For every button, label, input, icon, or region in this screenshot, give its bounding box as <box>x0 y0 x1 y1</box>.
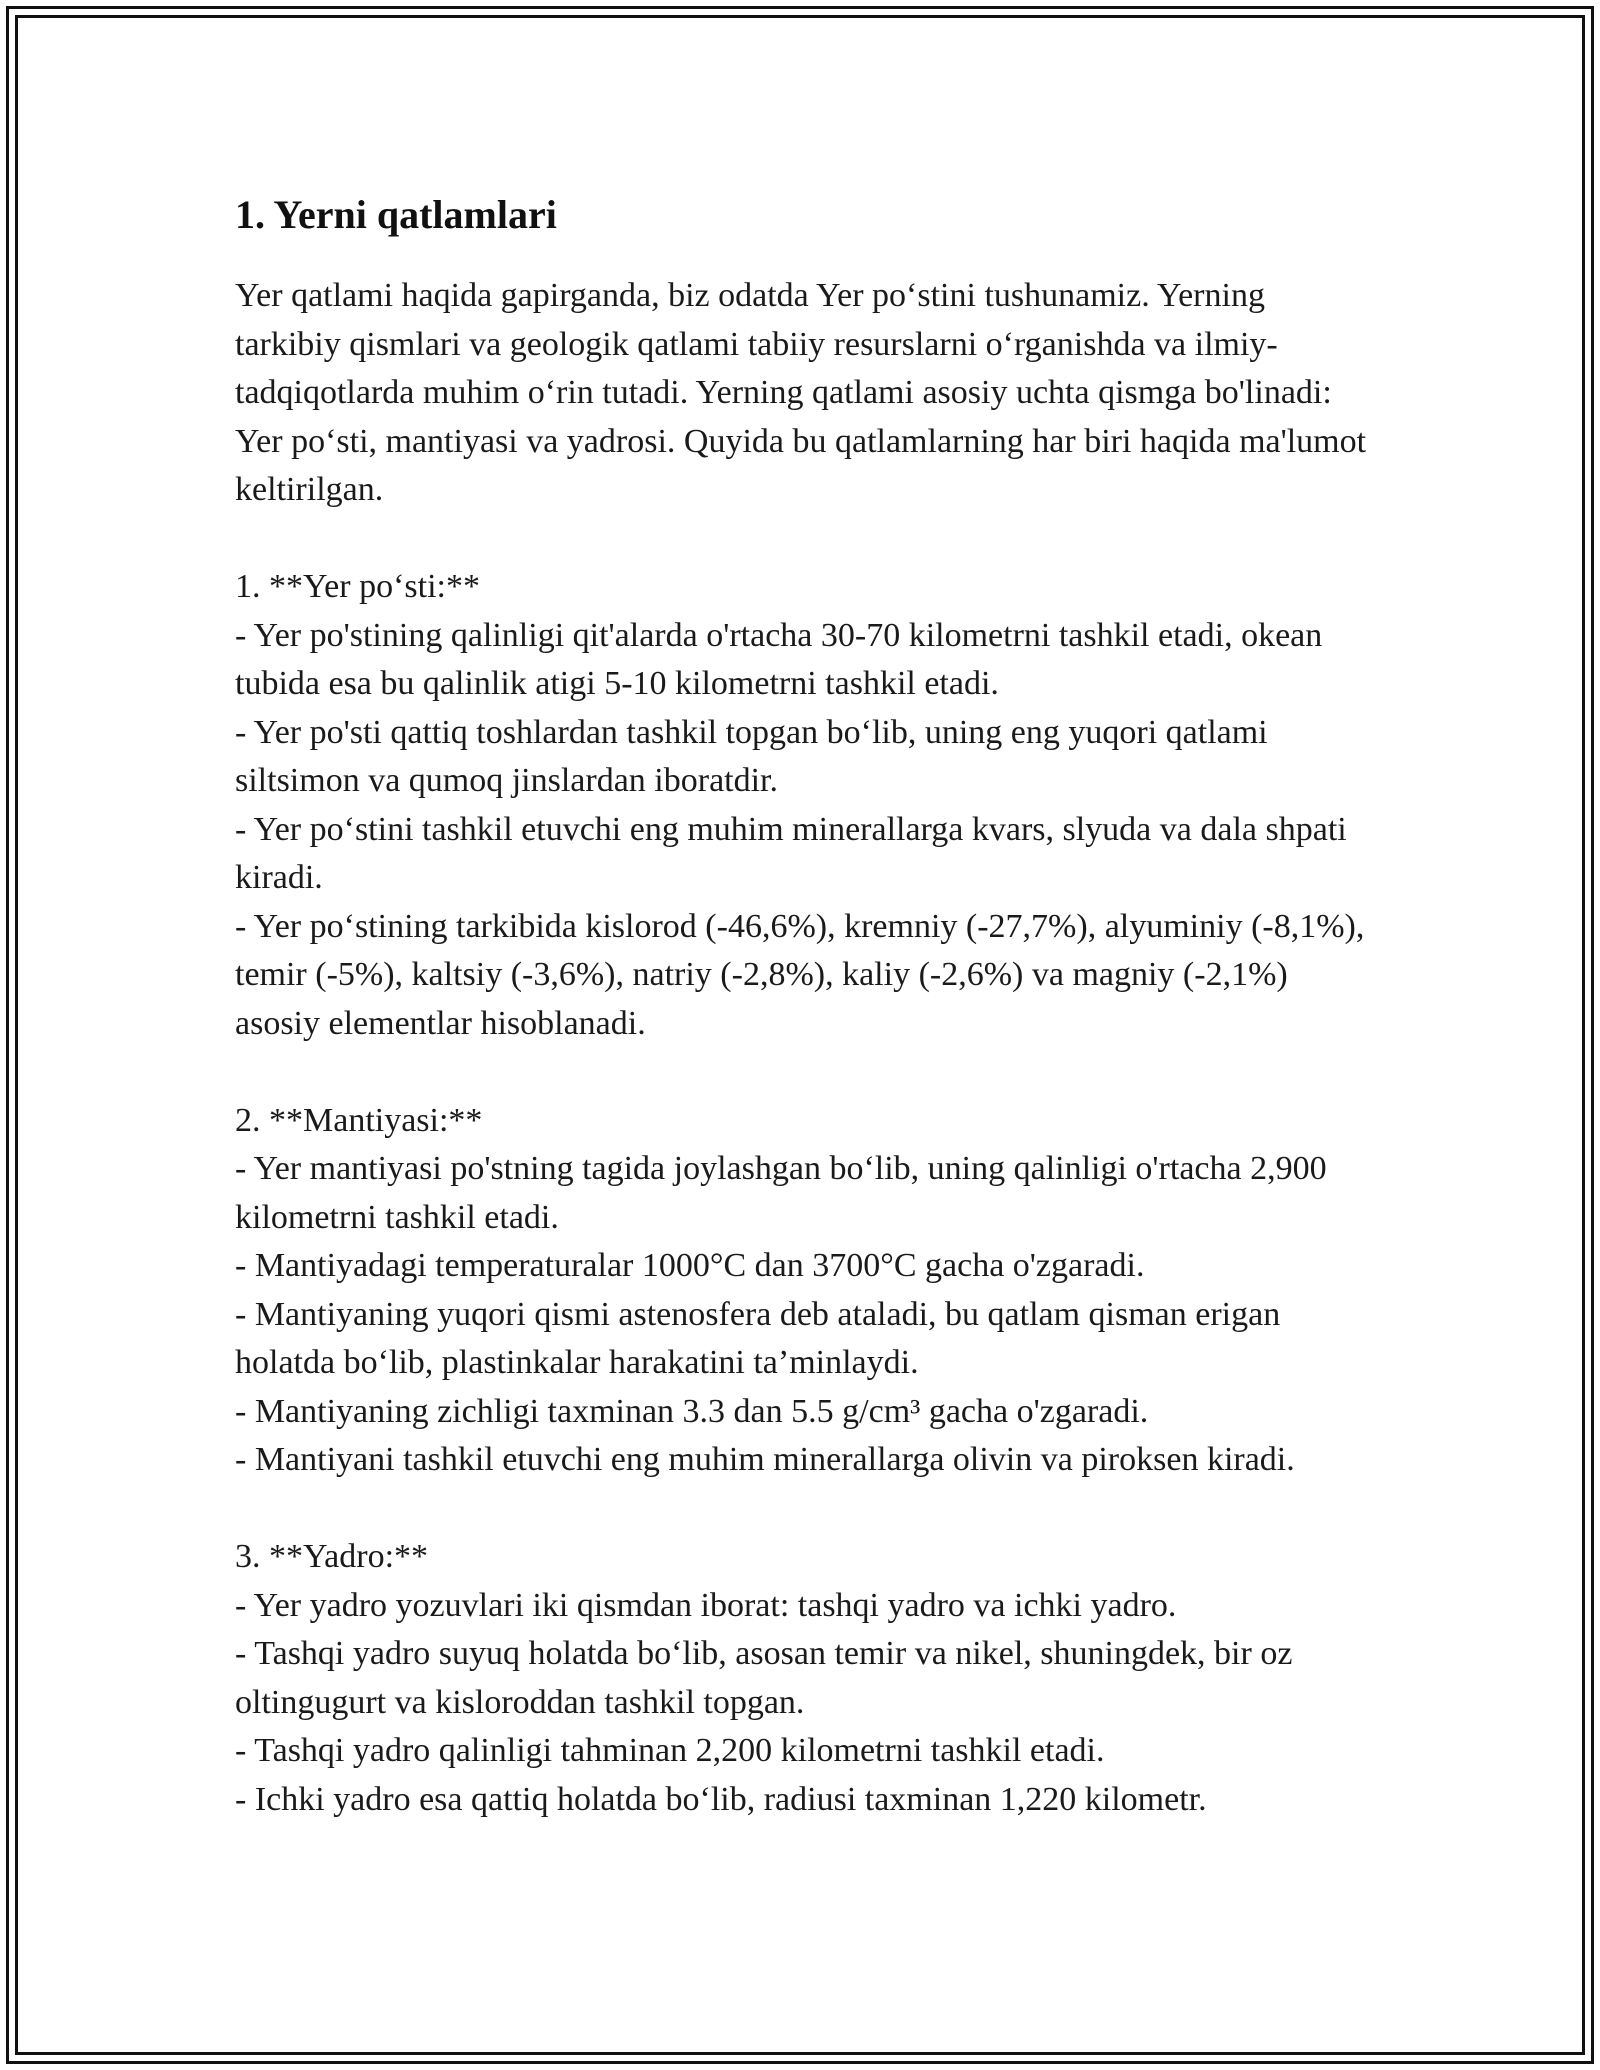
list-item: - Yer po'stining qalinligi qit'alarda o'rtacha 30-70 kilometrni tashkil etadi, okean tubida esa bu qalinlik atigi 5-10 kilometrni tashkil etadi. <box>235 616 1323 702</box>
list-item: - Yer yadro yozuvlari iki qismdan iborat: tashqi yadro va ichki yadro. <box>235 1586 1177 1624</box>
section-gap <box>235 1048 1370 1097</box>
list-item: - Yer mantiyasi po'stning tagida joylashgan bo‘lib, uning qalinligi o'rtacha 2,900 kilometrni tashkil etadi. <box>235 1150 1327 1236</box>
section-crust <box>235 563 1370 1048</box>
list-item: - Yer po‘stini tashkil etuvchi eng muhim minerallarga kvars, slyuda va dala shpati kiradi. <box>235 810 1347 896</box>
list-item: - Tashqi yadro qalinligi tahminan 2,200 kilometrni tashkil etadi. <box>235 1732 1105 1769</box>
list-item: - Mantiyaning zichligi taxminan 3.3 dan 5.5 g/cm³ gacha o'zgaradi. <box>235 1392 1149 1430</box>
section-core <box>235 1533 1370 1824</box>
document-title: 1. Yerni qatlamlari <box>235 192 557 237</box>
list-item: - Yer po‘stining tarkibida kislorod (-46,6%), kremniy (-27,7%), alyuminiy (-8,1%), temir (-5%), kaltsiy (-3,6%), natriy (-2,8%), kaliy (-2,6%) va magniy (-2,1%) asosiy elementlar hisoblanadi. <box>235 907 1365 1042</box>
list-item: - Mantiyaning yuqori qismi astenosfera deb ataladi, bu qatlam qisman erigan holatda bo‘lib, plastinkalar harakatini ta’minlaydi. <box>235 1295 1281 1381</box>
list-item: - Tashqi yadro suyuq holatda bo‘lib, asosan temir va nikel, shuningdek, bir oz oltingugurt va kisloroddan tashkil topgan. <box>235 1635 1293 1721</box>
section-heading: 1. **Yer po‘sti:** <box>235 568 480 605</box>
section-gap <box>235 515 1370 564</box>
list-item: - Yer po'sti qattiq toshlardan tashkil topgan bo‘lib, uning eng yuqori qatlami siltsimon va qumoq jinslardan iboratdir. <box>235 713 1268 799</box>
list-item: - Mantiyani tashkil etuvchi eng muhim minerallarga olivin va piroksen kiradi. <box>235 1441 1295 1478</box>
section-heading: 3. **Yadro:** <box>235 1538 429 1575</box>
section-mantle <box>235 1097 1370 1485</box>
list-item: - Ichki yadro esa qattiq holatda bo‘lib, radiusi taxminan 1,220 kilometr. <box>235 1780 1207 1818</box>
list-item: - Mantiyadagi temperaturalar 1000°C dan 3700°C gacha o'zgaradi. <box>235 1247 1145 1284</box>
intro-paragraph: Yer qatlami haqida gapirganda, biz odatda Yer po‘stini tushunamiz. Yerning tarkibiy qismlari va geologik qatlami tabiiy resurslarni o‘rganishda va ilmiy-tadqiqotlarda muhim o‘rin tutadi. Yerning qatlami asosiy uchta qismga bo'linadi: Yer po‘sti, mantiyasi va yadrosi. Quyida bu qatlamlarning har biri haqida ma'lumot keltirilgan. <box>235 277 1367 508</box>
section-gap <box>235 1485 1370 1534</box>
document-body <box>235 188 1370 1824</box>
section-heading: 2. **Mantiyasi:** <box>235 1101 483 1139</box>
